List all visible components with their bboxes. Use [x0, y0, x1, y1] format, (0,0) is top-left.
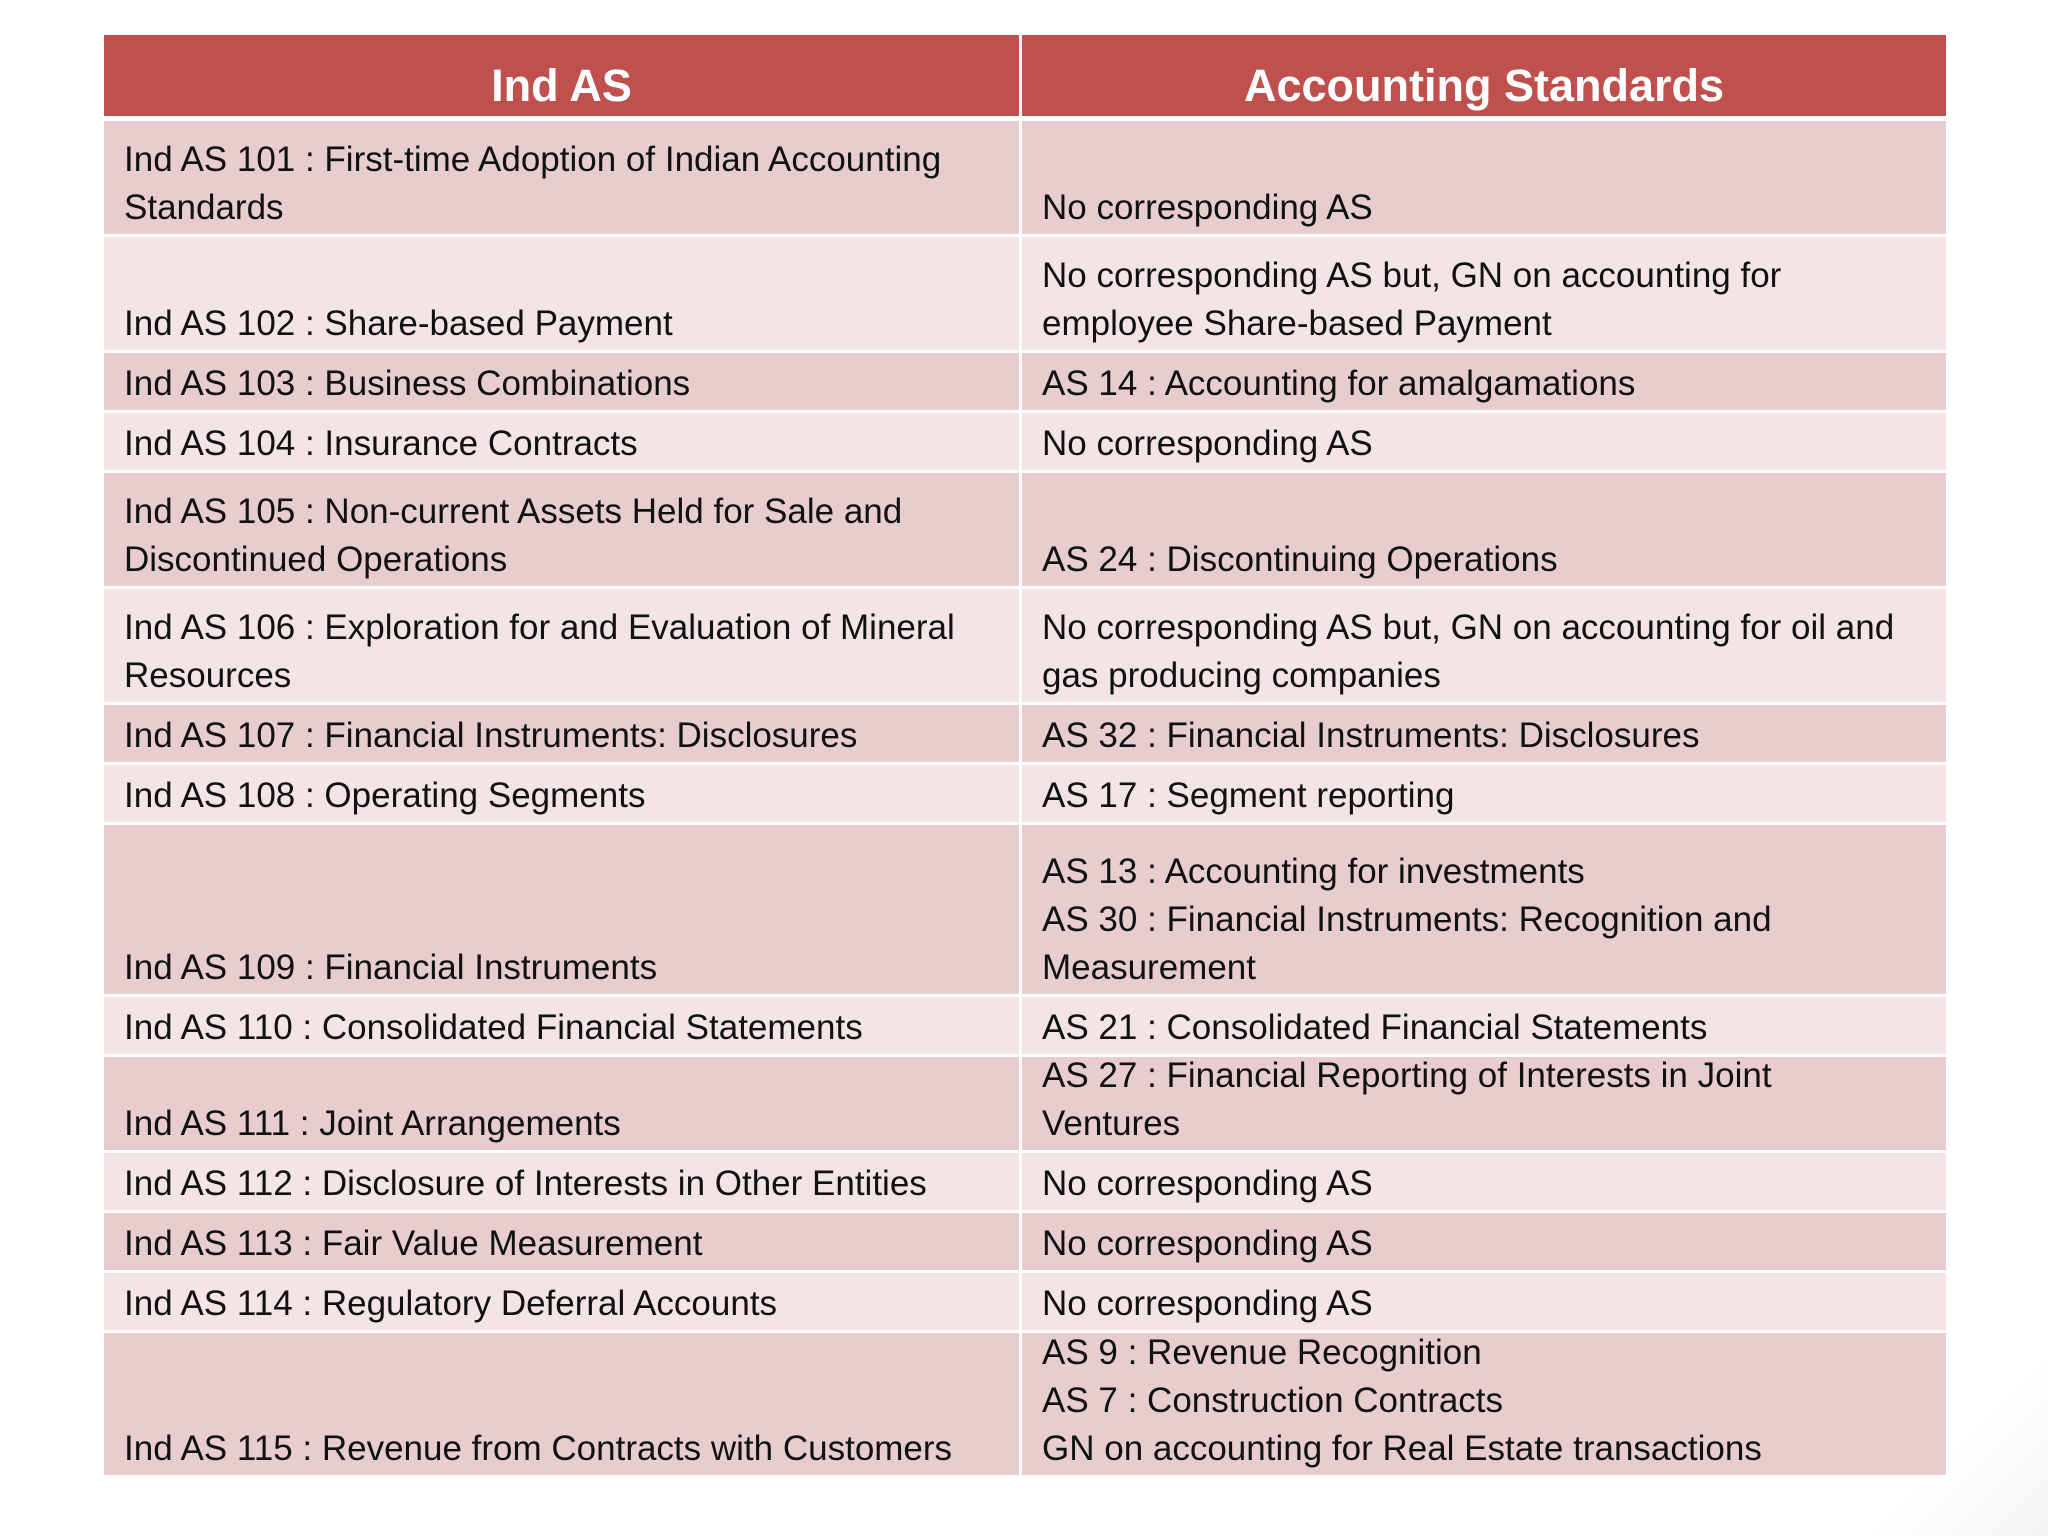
table-cell-ind-as	[104, 589, 1022, 705]
ind-as-text: Ind AS 113 : Fair Value Measurement	[124, 1224, 703, 1263]
ind-as-text: Ind AS 110 : Consolidated Financial Statements	[124, 1008, 863, 1047]
accounting-standard-text: No corresponding AS	[1042, 424, 1373, 463]
table-cell-ind-as	[104, 473, 1022, 589]
ind-as-text: Standards	[124, 188, 284, 227]
table-cell-accounting-standard	[1022, 997, 1946, 1057]
standards-comparison-table	[104, 35, 1946, 1478]
table-cell-ind-as	[104, 1213, 1022, 1273]
ind-as-text: Ind AS 103 : Business Combinations	[124, 364, 691, 403]
table-cell-ind-as	[104, 765, 1022, 825]
table-cell-accounting-standard	[1022, 1273, 1946, 1333]
table-cell-accounting-standard	[1022, 121, 1946, 237]
accounting-standard-text: AS 24 : Discontinuing Operations	[1042, 540, 1558, 579]
table-cell-accounting-standard	[1022, 1213, 1946, 1273]
ind-as-text: Ind AS 104 : Insurance Contracts	[124, 424, 638, 463]
accounting-standard-text: AS 27 : Financial Reporting of Interests in Joint	[1042, 1056, 1772, 1095]
ind-as-text: Ind AS 111 : Joint Arrangements	[124, 1104, 621, 1143]
column-header-accounting-standards	[1022, 35, 1946, 121]
accounting-standard-text: employee Share-based Payment	[1042, 304, 1552, 343]
table-cell-ind-as	[104, 705, 1022, 765]
table-cell-accounting-standard	[1022, 1153, 1946, 1213]
column-header-accounting-standards-label: Accounting Standards	[1243, 60, 1725, 111]
table-cell-accounting-standard	[1022, 413, 1946, 473]
table-cell-ind-as	[104, 1153, 1022, 1213]
accounting-standard-text: AS 14 : Accounting for amalgamations	[1042, 364, 1636, 403]
ind-as-text: Ind AS 106 : Exploration for and Evaluation of Mineral	[124, 608, 955, 647]
accounting-standard-text: GN on accounting for Real Estate transactions	[1042, 1429, 1762, 1468]
accounting-standard-text: No corresponding AS but, GN on accounting for oil and	[1042, 608, 1895, 647]
accounting-standard-text: AS 13 : Accounting for investments	[1042, 852, 1585, 891]
table-cell-ind-as	[104, 1273, 1022, 1333]
table-cell-ind-as	[104, 997, 1022, 1057]
table-cell-accounting-standard	[1022, 473, 1946, 589]
ind-as-text: Ind AS 108 : Operating Segments	[124, 776, 646, 815]
ind-as-text: Ind AS 115 : Revenue from Contracts with Customers	[124, 1429, 953, 1468]
ind-as-text: Discontinued Operations	[124, 540, 508, 579]
table-cell-ind-as	[104, 1333, 1022, 1478]
table-cell-ind-as	[104, 353, 1022, 413]
table-cell-accounting-standard	[1022, 1333, 1946, 1478]
accounting-standard-text: gas producing companies	[1042, 656, 1441, 695]
table-cell-accounting-standard	[1022, 825, 1946, 997]
ind-as-text: Resources	[124, 656, 292, 695]
ind-as-text: Ind AS 107 : Financial Instruments: Disclosures	[124, 716, 858, 755]
table-cell-ind-as	[104, 413, 1022, 473]
ind-as-text: Ind AS 102 : Share-based Payment	[124, 304, 673, 343]
ind-as-text: Ind AS 112 : Disclosure of Interests in Other Entities	[124, 1164, 927, 1203]
table-cell-accounting-standard	[1022, 765, 1946, 825]
accounting-standard-text: No corresponding AS	[1042, 188, 1373, 227]
table-cell-accounting-standard	[1022, 705, 1946, 765]
accounting-standard-text: AS 9 : Revenue Recognition	[1042, 1333, 1482, 1372]
table-cell-accounting-standard	[1022, 353, 1946, 413]
accounting-standard-text: Measurement	[1042, 948, 1256, 987]
table-cell-accounting-standard	[1022, 1057, 1946, 1153]
table-cell-accounting-standard	[1022, 589, 1946, 705]
table-cell-ind-as	[104, 121, 1022, 237]
table-cell-ind-as	[104, 1057, 1022, 1153]
accounting-standard-text: No corresponding AS but, GN on accounting for	[1042, 256, 1782, 295]
table-cell-accounting-standard	[1022, 237, 1946, 353]
accounting-standard-text: AS 30 : Financial Instruments: Recognition and	[1042, 900, 1772, 939]
table-cell-ind-as	[104, 825, 1022, 997]
accounting-standard-text: AS 7 : Construction Contracts	[1042, 1381, 1504, 1420]
accounting-standard-text: AS 21 : Consolidated Financial Statements	[1042, 1008, 1708, 1047]
ind-as-text: Ind AS 109 : Financial Instruments	[124, 948, 658, 987]
ind-as-text: Ind AS 114 : Regulatory Deferral Accounts	[124, 1284, 778, 1323]
accounting-standard-text: No corresponding AS	[1042, 1284, 1373, 1323]
accounting-standard-text: No corresponding AS	[1042, 1224, 1373, 1263]
column-header-ind-as-label: Ind AS	[491, 60, 632, 111]
ind-as-text: Ind AS 105 : Non-current Assets Held for Sale and	[124, 492, 903, 531]
accounting-standard-text: Ventures	[1042, 1104, 1181, 1143]
column-header-ind-as	[104, 35, 1022, 121]
accounting-standard-text: No corresponding AS	[1042, 1164, 1373, 1203]
accounting-standard-text: AS 32 : Financial Instruments: Disclosures	[1042, 716, 1700, 755]
ind-as-text: Ind AS 101 : First-time Adoption of Indian Accounting	[124, 140, 942, 179]
table-cell-ind-as	[104, 237, 1022, 353]
accounting-standard-text: AS 17 : Segment reporting	[1042, 776, 1455, 815]
